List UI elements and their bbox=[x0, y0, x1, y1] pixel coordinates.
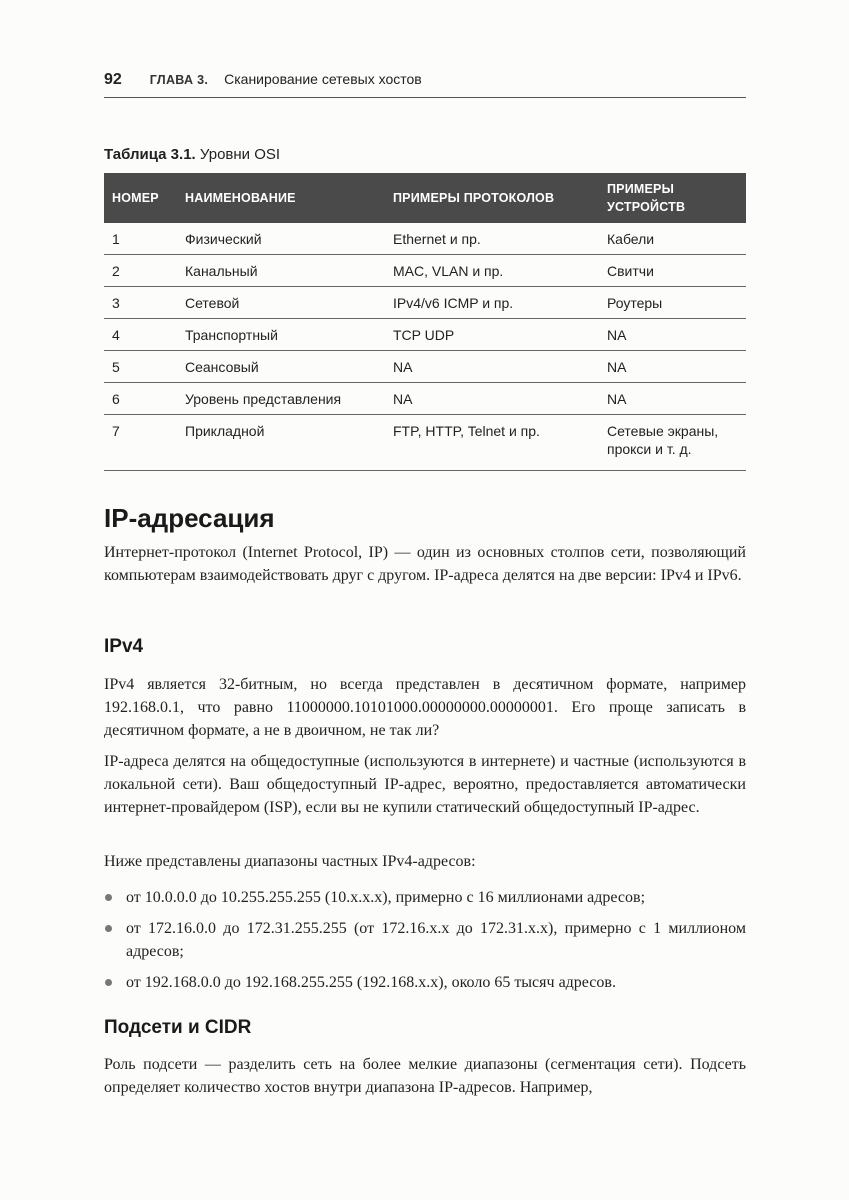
cell-devices: Свитчи bbox=[599, 255, 746, 287]
cell-name: Уровень представления bbox=[177, 383, 385, 415]
column-header-devices-text: ПРИМЕРЫ УСТРОЙСТВ bbox=[607, 182, 686, 214]
column-header-protocols: ПРИМЕРЫ ПРОТОКОЛОВ bbox=[385, 173, 599, 223]
cell-protocols: TCP UDP bbox=[385, 319, 599, 351]
list-item-text: от 10.0.0.0 до 10.255.255.255 (10.x.x.x), примерно с 16 миллионами адресов; bbox=[126, 889, 646, 906]
section-heading-ipv4: IPv4 bbox=[104, 636, 144, 657]
cell-number: 5 bbox=[104, 351, 177, 383]
table-row bbox=[104, 223, 746, 255]
table-caption bbox=[104, 146, 280, 163]
table-header-row bbox=[104, 173, 746, 223]
section-heading-ip-addressing: IP-адресация bbox=[104, 503, 275, 533]
cell-number: 1 bbox=[104, 223, 177, 255]
list-item-text: от 172.16.0.0 до 172.31.255.255 (от 172.16.x.x до 172.31.x.x), примерно с 1 миллионом адресов; bbox=[126, 920, 746, 960]
section-heading-subnets: Подсети и CIDR bbox=[104, 1017, 252, 1038]
cell-number: 6 bbox=[104, 383, 177, 415]
table-caption-text: Уровни OSI bbox=[199, 146, 281, 163]
cell-devices: Кабели bbox=[599, 223, 746, 255]
cell-protocols: NA bbox=[385, 351, 599, 383]
table-row bbox=[104, 351, 746, 383]
table-row bbox=[104, 255, 746, 287]
bullet-icon bbox=[105, 894, 112, 901]
cell-number: 4 bbox=[104, 319, 177, 351]
table-row bbox=[104, 319, 746, 351]
column-header-name: НАИМЕНОВАНИЕ bbox=[177, 173, 385, 223]
chapter-label: ГЛАВА 3. bbox=[149, 73, 209, 87]
cell-devices: NA bbox=[599, 319, 746, 351]
table-row bbox=[104, 383, 746, 415]
cell-devices: NA bbox=[599, 383, 746, 415]
table-row bbox=[104, 415, 746, 471]
list-item bbox=[104, 971, 746, 994]
column-header-number: НОМЕР bbox=[104, 173, 177, 223]
bullet-icon bbox=[105, 925, 112, 932]
cell-number: 2 bbox=[104, 255, 177, 287]
ipv4-paragraph-2: IP-адреса делятся на общедоступные (используются в интернете) и частные (используются в локальной сети). Ваш общедоступный IP-адрес, вероятно, предоставляется автоматически интернет-провайдером (ISP), если вы не купили статический общедоступный IP-адрес. bbox=[104, 753, 746, 816]
cell-protocols: IPv4/v6 ICMP и пр. bbox=[385, 287, 599, 319]
list-item bbox=[104, 917, 746, 963]
list-item-text: от 192.168.0.0 до 192.168.255.255 (192.168.x.x), около 65 тысяч адресов. bbox=[126, 974, 616, 991]
chapter-title: Сканирование сетевых хостов bbox=[224, 71, 422, 87]
cell-name: Сетевой bbox=[177, 287, 385, 319]
table-caption-label: Таблица 3.1. bbox=[104, 146, 196, 163]
table-row bbox=[104, 287, 746, 319]
running-head bbox=[104, 71, 746, 98]
ip-intro-paragraph: Интернет-протокол (Internet Protocol, IP) — один из основных столпов сети, позволяющий компьютерам взаимодействовать друг с другом. IP-адреса делятся на две версии: IPv4 и IPv6. bbox=[104, 544, 746, 584]
ipv4-paragraph-1: IPv4 является 32-битным, но всегда представлен в десятичном формате, например 192.168.0.1, что равно 11000000.10101000.00000000.00000001. Его проще записать в десятичном формате, а не в двоичном, не так ли? bbox=[104, 676, 746, 739]
osi-layers-table bbox=[104, 173, 746, 471]
list-item bbox=[104, 886, 746, 909]
cell-number: 7 bbox=[104, 415, 177, 471]
cell-protocols: Ethernet и пр. bbox=[385, 223, 599, 255]
cell-number: 3 bbox=[104, 287, 177, 319]
cell-devices-text: Сетевые экраны, прокси и т. д. bbox=[607, 423, 719, 457]
column-header-devices bbox=[599, 173, 746, 223]
cell-name: Сеансовый bbox=[177, 351, 385, 383]
page-number: 92 bbox=[104, 71, 122, 88]
cell-name: Физический bbox=[177, 223, 385, 255]
bullet-icon bbox=[105, 979, 112, 986]
cell-name: Канальный bbox=[177, 255, 385, 287]
cell-devices: Роутеры bbox=[599, 287, 746, 319]
cell-protocols: NA bbox=[385, 383, 599, 415]
ipv4-paragraph-3: Ниже представлены диапазоны частных IPv4-адресов: bbox=[104, 853, 476, 870]
private-ranges-list bbox=[104, 886, 746, 1002]
cell-name: Прикладной bbox=[177, 415, 385, 471]
cell-devices: NA bbox=[599, 351, 746, 383]
cell-name: Транспортный bbox=[177, 319, 385, 351]
cell-protocols: MAC, VLAN и пр. bbox=[385, 255, 599, 287]
subnets-paragraph: Роль подсети — разделить сеть на более мелкие диапазоны (сегментация сети). Подсеть определяет количество хостов внутри диапазона IP-адресов. Например, bbox=[104, 1056, 746, 1096]
cell-protocols: FTP, HTTP, Telnet и пр. bbox=[385, 415, 599, 471]
cell-devices bbox=[599, 415, 746, 471]
